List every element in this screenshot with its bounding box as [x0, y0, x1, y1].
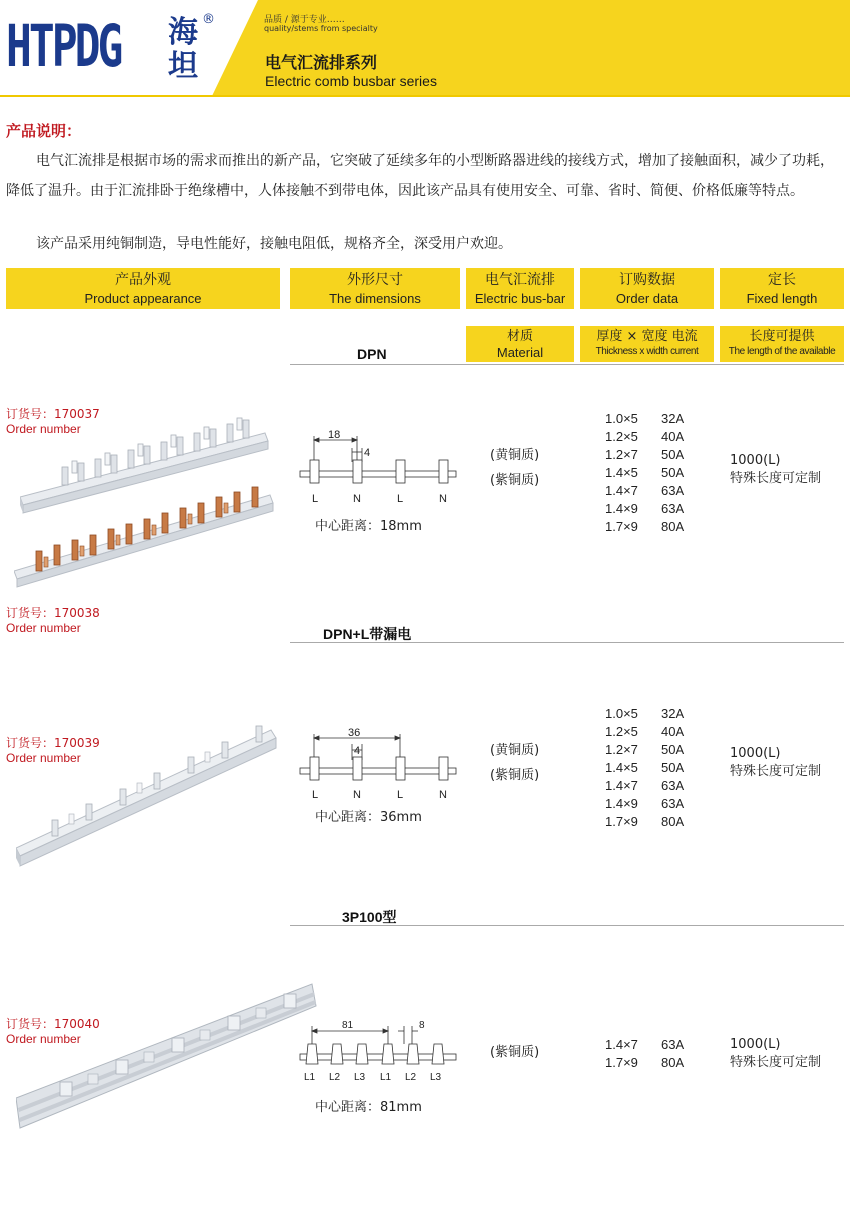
th-cn: 外形尺寸	[347, 272, 403, 288]
material-item: (紫铜质)	[490, 473, 540, 488]
length-value: 1000(L)	[730, 746, 781, 761]
material-list-dpn-l	[490, 738, 539, 788]
logo-cn-bottom: 坦	[168, 49, 198, 84]
pin-label: L	[312, 493, 319, 505]
center-distance-dpn: 中心距离：18mm	[315, 519, 422, 534]
registered-mark: ®	[202, 12, 215, 27]
product-photo-170040	[16, 978, 318, 1138]
sub-header-material	[466, 326, 574, 362]
dim-small-label: 4	[354, 745, 361, 757]
pin-label: N	[353, 789, 361, 801]
dim-main-label: 18	[328, 429, 341, 441]
section-title-dpn: DPN	[357, 346, 387, 362]
material-item: (黄铜质)	[490, 743, 540, 758]
spec-row: 1.7×9 80A	[605, 1055, 685, 1070]
order-number-170038: 订货号：170038	[6, 606, 100, 620]
dim-small-label: 4	[364, 447, 371, 459]
length-value: 1000(L)	[730, 453, 781, 468]
dimension-diagram-3p100	[292, 1016, 464, 1086]
page-header	[0, 0, 850, 96]
dim-small-label: 8	[419, 1020, 425, 1031]
sub-cn: 长度可提供	[749, 329, 815, 344]
th-bus-bar	[466, 268, 574, 309]
dim-main-label: 36	[348, 727, 361, 739]
order-number-170039: 订货号：170039	[6, 736, 100, 750]
th-en: Fixed length	[746, 291, 818, 306]
length-3p100	[730, 1036, 821, 1072]
th-cn: 产品外观	[115, 272, 171, 288]
pin-label: N	[439, 493, 447, 505]
brand-logo	[6, 6, 215, 88]
th-en: Order data	[615, 291, 679, 306]
slogan-en: quality/stems from specialty	[264, 24, 378, 33]
spec-row: 1.0×5 32A	[605, 411, 685, 426]
sub-en: Thickness x width current	[595, 346, 699, 357]
material-item: (紫铜质)	[490, 1045, 540, 1060]
series-title-cn: 电气汇流排系列	[265, 53, 378, 72]
dimension-diagram-dpn	[290, 426, 462, 508]
material-item: (黄铜质)	[490, 448, 540, 463]
spec-list-3p100	[605, 1036, 684, 1072]
spec-row: 1.2×7 50A	[605, 742, 685, 757]
pin-label: L	[397, 789, 404, 801]
spec-row: 1.4×5 50A	[605, 465, 685, 480]
th-en: The dimensions	[329, 291, 421, 306]
product-photo-170038	[14, 455, 276, 595]
sub-cn: 厚度 × 宽度 电流	[596, 329, 698, 344]
th-order-data	[580, 268, 714, 309]
sub-cn: 材质	[506, 329, 533, 344]
order-number-label: Order number	[6, 422, 81, 436]
sub-header-length	[720, 326, 844, 362]
pin-label: L	[312, 789, 319, 801]
spec-row: 1.7×9 80A	[605, 519, 685, 534]
header-divider	[0, 95, 850, 97]
order-number-label: Order number	[6, 1032, 81, 1046]
pin-label: L1	[304, 1072, 316, 1083]
spec-row: 1.4×5 50A	[605, 760, 685, 775]
logo-cn-text	[163, 16, 203, 84]
description-title: 产品说明：	[6, 122, 82, 140]
material-list-3p100	[490, 1040, 539, 1065]
dimension-diagram-dpn-l	[290, 724, 462, 802]
length-note: 特殊长度可定制	[730, 471, 822, 486]
spec-row: 1.4×9 63A	[605, 796, 685, 811]
spec-row: 1.4×7 63A	[605, 1037, 685, 1052]
section-divider	[290, 364, 844, 365]
spec-row: 1.2×7 50A	[605, 447, 685, 462]
pin-label: N	[353, 493, 361, 505]
section-divider	[290, 925, 844, 926]
th-en: Electric bus-bar	[474, 291, 566, 306]
length-note: 特殊长度可定制	[730, 764, 822, 779]
sub-en: Material	[496, 345, 544, 360]
sub-en: The length of the available	[728, 346, 836, 357]
logo-latin-text: HTPDG	[6, 12, 121, 80]
pin-label: L2	[405, 1072, 417, 1083]
th-product-appearance	[6, 268, 280, 309]
spec-list-dpn-l	[605, 705, 684, 831]
pin-label: L3	[430, 1072, 442, 1083]
spec-row: 1.4×7 63A	[605, 483, 685, 498]
section-title-3p100: 3P100型	[342, 909, 397, 925]
spec-row: 1.0×5 32A	[605, 706, 685, 721]
description-paragraph-1: 电气汇流排是根据市场的需求而推出的新产品，它突破了延续多年的小型断路器进线的接线方式，增加了接触面积，减少了功耗，降低了温升。由于汇流排卧于绝缘槽中，人体接触不到带电体，因此该产品具有使用安全、可靠、省时、简便、价格低廉等特点。	[6, 153, 834, 199]
sub-header-size	[580, 326, 714, 362]
order-number-170040: 订货号：170040	[6, 1017, 100, 1031]
spec-row: 1.2×5 40A	[605, 429, 685, 444]
spec-row: 1.2×5 40A	[605, 724, 685, 739]
series-title-en: Electric comb busbar series	[265, 73, 437, 89]
logo-cn-top: 海	[168, 15, 198, 50]
dim-main-label: 81	[342, 1020, 354, 1031]
spec-list-dpn	[605, 410, 684, 536]
spec-row: 1.7×9 80A	[605, 814, 685, 829]
order-number-170037: 订货号：170037	[6, 407, 100, 421]
th-dimensions	[290, 268, 460, 309]
th-fixed-length	[720, 268, 844, 309]
slogan-cn: 品质 / 源于专业……	[264, 15, 345, 25]
order-number-label: Order number	[6, 751, 81, 765]
spec-row: 1.4×9 63A	[605, 501, 685, 516]
length-value: 1000(L)	[730, 1037, 781, 1052]
section-divider	[290, 642, 844, 643]
th-en: Product appearance	[84, 291, 202, 306]
length-note: 特殊长度可定制	[730, 1055, 822, 1070]
center-distance-3p100: 中心距离：81mm	[315, 1100, 422, 1115]
th-cn: 定长	[768, 272, 796, 288]
pin-label: L3	[354, 1072, 366, 1083]
length-dpn-l	[730, 745, 821, 781]
spec-row: 1.4×7 63A	[605, 778, 685, 793]
material-item: (紫铜质)	[490, 768, 540, 783]
center-distance-dpn-l: 中心距离：36mm	[315, 810, 422, 825]
length-dpn	[730, 452, 821, 488]
pin-label: L	[397, 493, 404, 505]
pin-label: N	[439, 789, 447, 801]
pin-label: L1	[380, 1072, 392, 1083]
th-cn: 电气汇流排	[485, 272, 555, 288]
pin-label: L2	[329, 1072, 341, 1083]
order-number-label: Order number	[6, 621, 81, 635]
section-title-dpn-l: DPN+L带漏电	[323, 626, 412, 642]
description-paragraph-2: 该产品采用纯铜制造，导电性能好，接触电阻低，规格齐全，深受用户欢迎。	[36, 236, 512, 252]
th-cn: 订购数据	[619, 272, 675, 288]
material-list-dpn	[490, 443, 539, 493]
